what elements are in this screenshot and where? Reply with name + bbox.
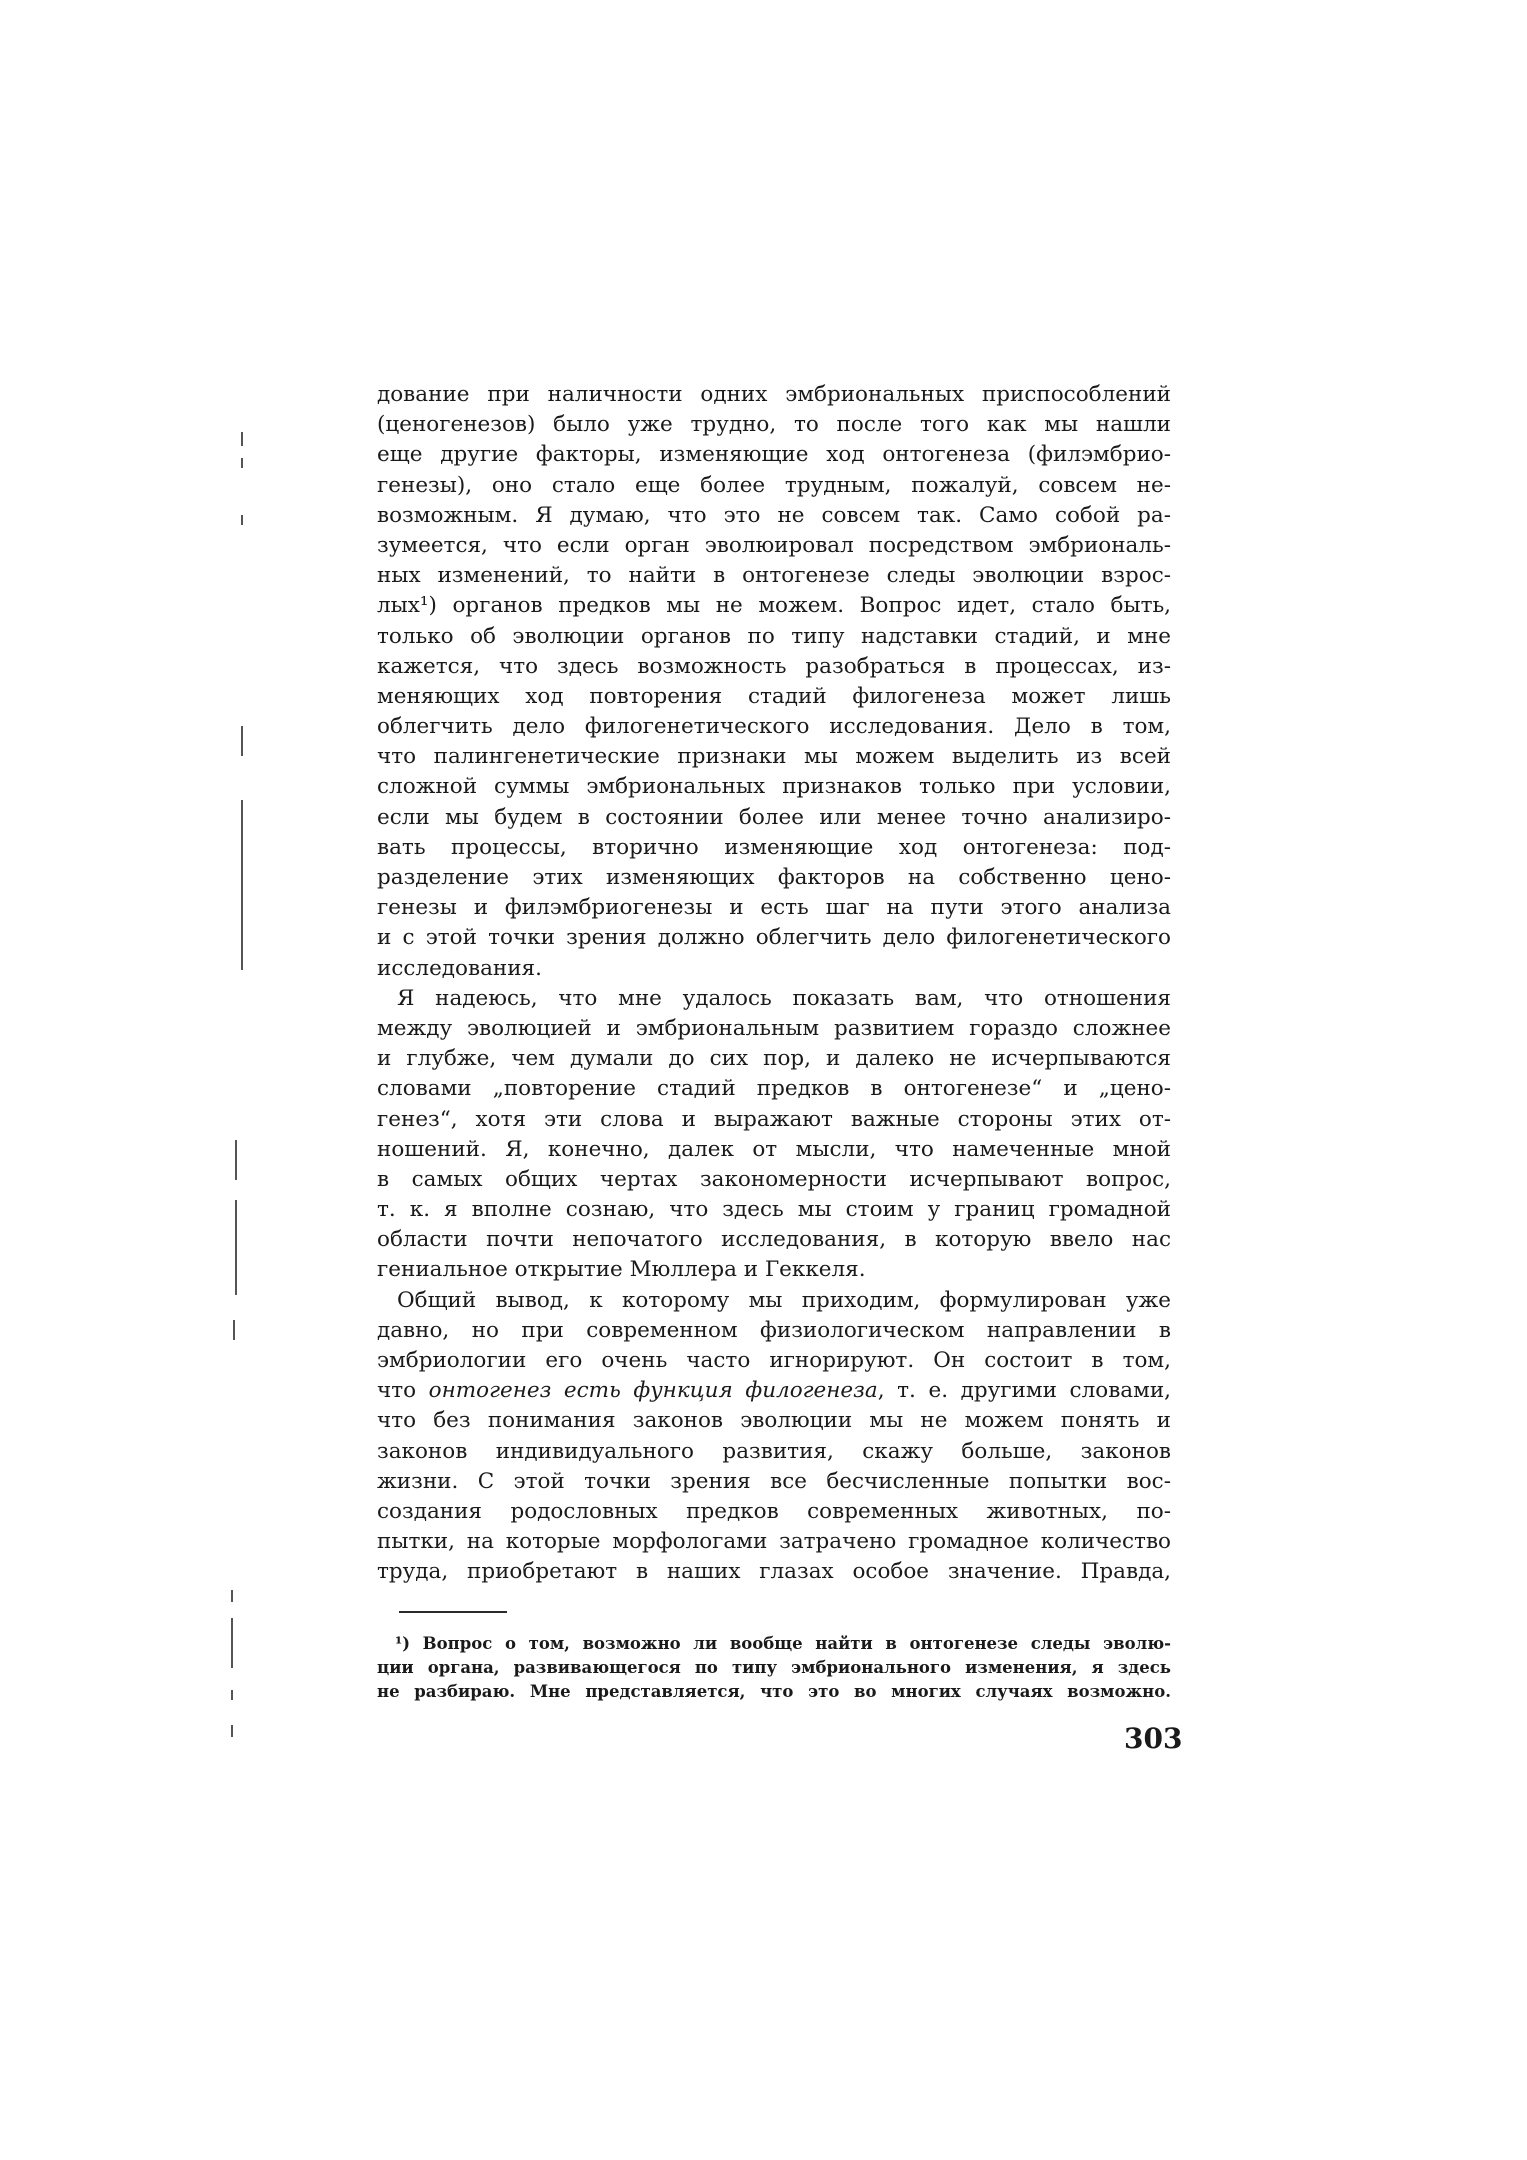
scan-mark (241, 726, 243, 756)
footnote-line: не разбираю. Мне представляется, что это во многих случаях возможно. (377, 1682, 1171, 1701)
text-line: (ценогенезов) было уже трудно, то после того как мы нашли (377, 412, 1171, 438)
text-line: разделение этих изменяющих факторов на собственно цено- (377, 865, 1171, 890)
text-line: труда, приобретают в наших глазах особое значение. Правда, (377, 1559, 1171, 1585)
scan-mark (231, 1725, 233, 1737)
text-line: создания родословных предков современных животных, по- (377, 1498, 1171, 1524)
text-line: Я надеюсь, что мне удалось показать вам, что отношения (397, 985, 1171, 1011)
scan-mark (231, 1590, 233, 1602)
text-line: и с этой точки зрения должно облегчить дело филогенетического (377, 925, 1171, 951)
text-line: возможным. Я думаю, что это не совсем так. Само собой ра- (377, 502, 1171, 528)
text-line: только об эволюции органов по типу надставки стадий, и мне (377, 623, 1171, 649)
scan-mark (241, 800, 243, 970)
text-line: ношений. Я, конечно, далек от мысли, что намеченные мной (377, 1136, 1171, 1162)
scan-mark (231, 1690, 233, 1700)
page-number: 303 (1124, 1722, 1183, 1755)
emphasized-phrase: онтогенез есть функция филогенеза (428, 1378, 878, 1404)
text-line: словами „повторение стадий предков в онтогенезе“ и „цено- (377, 1076, 1171, 1102)
text-line: сложной суммы эмбриональных признаков только при условии, (377, 774, 1171, 800)
scan-mark (233, 1320, 235, 1340)
text-line: пытки, на которые морфологами затрачено громадное количество (377, 1529, 1171, 1555)
text-line: жизни. С этой точки зрения все бесчисленные попытки вос- (377, 1468, 1171, 1494)
scan-mark (231, 1618, 233, 1668)
text-line: исследования. (377, 955, 542, 981)
text-line: Общий вывод, к которому мы приходим, формулирован уже (397, 1287, 1171, 1313)
text-line: еще другие факторы, изменяющие ход онтогенеза (филэмбрио- (377, 442, 1171, 468)
text-segment: , т. е. другими словами, (877, 1378, 1171, 1404)
text-line: гениальное открытие Мюллера и Геккеля. (377, 1257, 866, 1283)
footnote-line: ции органа, развивающегося по типу эмбрионального изменения, я здесь (377, 1658, 1171, 1677)
scan-mark (241, 432, 243, 446)
scan-mark (241, 515, 243, 525)
text-line: меняющих ход повторения стадий филогенеза может лишь (377, 683, 1171, 709)
text-line: между эволюцией и эмбриональным развитием гораздо сложнее (377, 1015, 1171, 1041)
scan-mark (235, 1140, 237, 1180)
text-line: вать процессы, вторично изменяющие ход онтогенеза: под- (377, 834, 1171, 860)
footnote (377, 1632, 1171, 1704)
text-line: законов индивидуального развития, скажу больше, законов (377, 1438, 1171, 1464)
text-line: области почти непочатого исследования, в которую ввело нас (377, 1227, 1171, 1253)
text-line: если мы будем в состоянии более или менее точно анализиро- (377, 804, 1171, 830)
main-text (377, 380, 1171, 1588)
text-line: давно, но при современном физиологическом направлении в (377, 1317, 1171, 1343)
scan-mark (235, 1200, 237, 1295)
text-line: зумеется, что если орган эволюировал посредством эмбриональ- (377, 532, 1171, 558)
footnote-line: ¹) Вопрос о том, возможно ли вообще найти в онтогенезе следы эволю- (395, 1634, 1171, 1653)
text-line: ных изменений, то найти в онтогенезе следы эволюции взрос- (377, 563, 1171, 589)
text-line: генез“, хотя эти слова и выражают важные стороны этих от- (377, 1106, 1171, 1132)
text-line: облегчить дело филогенетического исследования. Дело в том, (377, 714, 1171, 740)
footnote-separator (399, 1611, 507, 1613)
text-line: генезы и филэмбриогенезы и есть шаг на пути этого анализа (377, 895, 1171, 921)
text-segment: что (377, 1378, 429, 1404)
text-line: что палингенетические признаки мы можем выделить из всей (377, 744, 1171, 770)
text-line: эмбриологии его очень часто игнорируют. Он состоит в том, (377, 1348, 1171, 1373)
text-line: т. к. я вполне сознаю, что здесь мы стоим у границ громадной (377, 1197, 1171, 1223)
text-line: генезы), оно стало еще более трудным, пожалуй, совсем не- (377, 472, 1171, 498)
scan-mark (241, 458, 243, 468)
text-line: что без понимания законов эволюции мы не можем понять и (377, 1408, 1171, 1434)
text-line: дование при наличности одних эмбриональных приспособлений (377, 382, 1171, 407)
text-line: лых¹) органов предков мы не можем. Вопрос идет, стало быть, (377, 593, 1171, 619)
text-line-with-emphasis (377, 1376, 1171, 1406)
text-line: кажется, что здесь возможность разобраться в процессах, из- (377, 653, 1171, 679)
text-line: и глубже, чем думали до сих пор, и далеко не исчерпываются (377, 1046, 1171, 1072)
text-line: в самых общих чертах закономерности исчерпывают вопрос, (377, 1166, 1171, 1192)
